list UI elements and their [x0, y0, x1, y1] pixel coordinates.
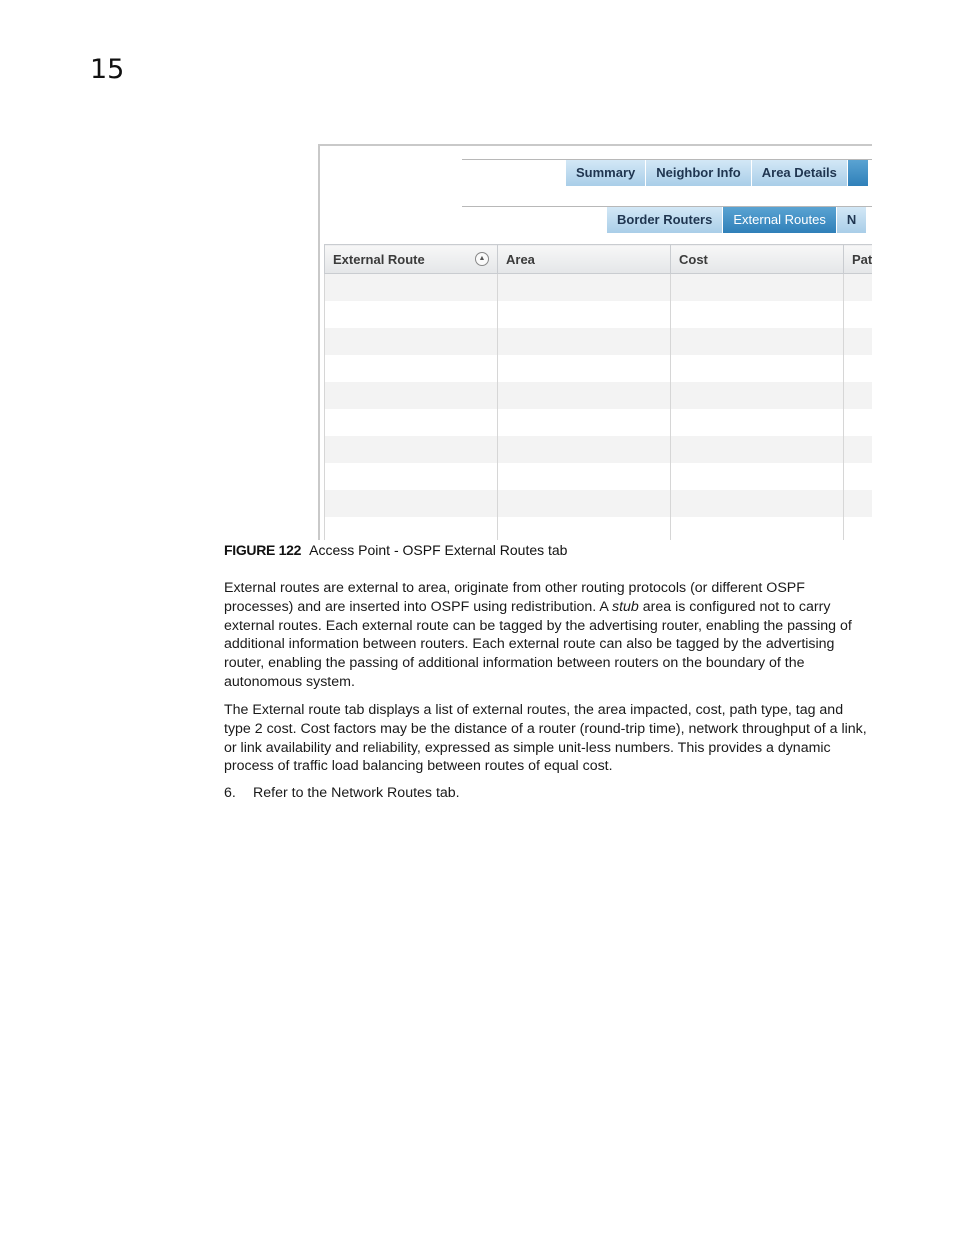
sub-tab-bar: [607, 207, 867, 233]
table-row: [325, 463, 873, 490]
table-row: [325, 274, 873, 302]
table-header-row: [325, 245, 873, 274]
table-row: [325, 436, 873, 463]
step-text: tab.: [432, 785, 460, 801]
paragraph-text: External routes are external to area, originate from other routing protocols (or different OSPF processes) and are inserted into OSPF using redistribution. A: [224, 580, 805, 615]
stub-term: stub: [612, 598, 639, 615]
column-header-area[interactable]: [498, 245, 671, 274]
tab-border-routers[interactable]: Border Routers: [607, 207, 723, 233]
tab-overflow[interactable]: [848, 160, 869, 186]
table-row: [325, 490, 873, 517]
top-tab-bar: [566, 160, 869, 186]
step-6: [224, 785, 460, 801]
table-row: [325, 301, 873, 328]
table-row: [325, 355, 873, 382]
tab-neighbor-info[interactable]: Neighbor Info: [646, 160, 752, 186]
column-header-cost[interactable]: [671, 245, 844, 274]
paragraph-external-routes: [224, 579, 870, 692]
table-row: [325, 409, 873, 436]
tab-summary[interactable]: Summary: [566, 160, 646, 186]
step-text: Refer to the: [253, 785, 332, 801]
network-routes-term: Network Routes: [331, 785, 433, 801]
column-header-external-route[interactable]: [325, 245, 498, 274]
column-header-path-type[interactable]: [844, 245, 873, 274]
tab-network-routes[interactable]: N: [837, 207, 867, 233]
table-row: [325, 328, 873, 355]
tab-external-routes[interactable]: External Routes: [723, 207, 837, 233]
paragraph-text: area is configured not to carry external routes. Each external route can be tagged by the advertising router, enabling the passing of additional information between routers. Each external route can also be tagged by the advertising router, enabling the passing of additional information between routers on the boundary of the autonomous system.: [224, 598, 852, 690]
paragraph-tab-description: The External route tab displays a list of external routes, the area impacted, cost, path type, tag and type 2 cost. Cost factors may be the distance of a router (round-trip time), network throughput of a link, or link availability and reliability, expressed as simple unit-less numbers. This provides a dynamic process of traffic load balancing between routes of equal cost.: [224, 702, 867, 775]
figure-label: FIGURE 122: [224, 542, 302, 558]
tab-area-details[interactable]: Area Details: [752, 160, 848, 186]
table-row: [325, 517, 873, 540]
ospf-screenshot: [318, 144, 872, 540]
column-label: External Route: [333, 251, 425, 267]
step-number: 6.: [224, 785, 236, 801]
column-label: Area: [506, 251, 535, 267]
table-row: [325, 382, 873, 409]
sort-ascending-icon[interactable]: ▲: [475, 252, 489, 266]
column-label: Cost: [679, 251, 708, 267]
column-label: Pat: [852, 251, 872, 267]
chapter-number: 15: [90, 54, 125, 85]
external-routes-table: [324, 244, 872, 540]
figure-caption: [224, 542, 567, 558]
figure-title: Access Point - OSPF External Routes tab: [309, 542, 568, 558]
